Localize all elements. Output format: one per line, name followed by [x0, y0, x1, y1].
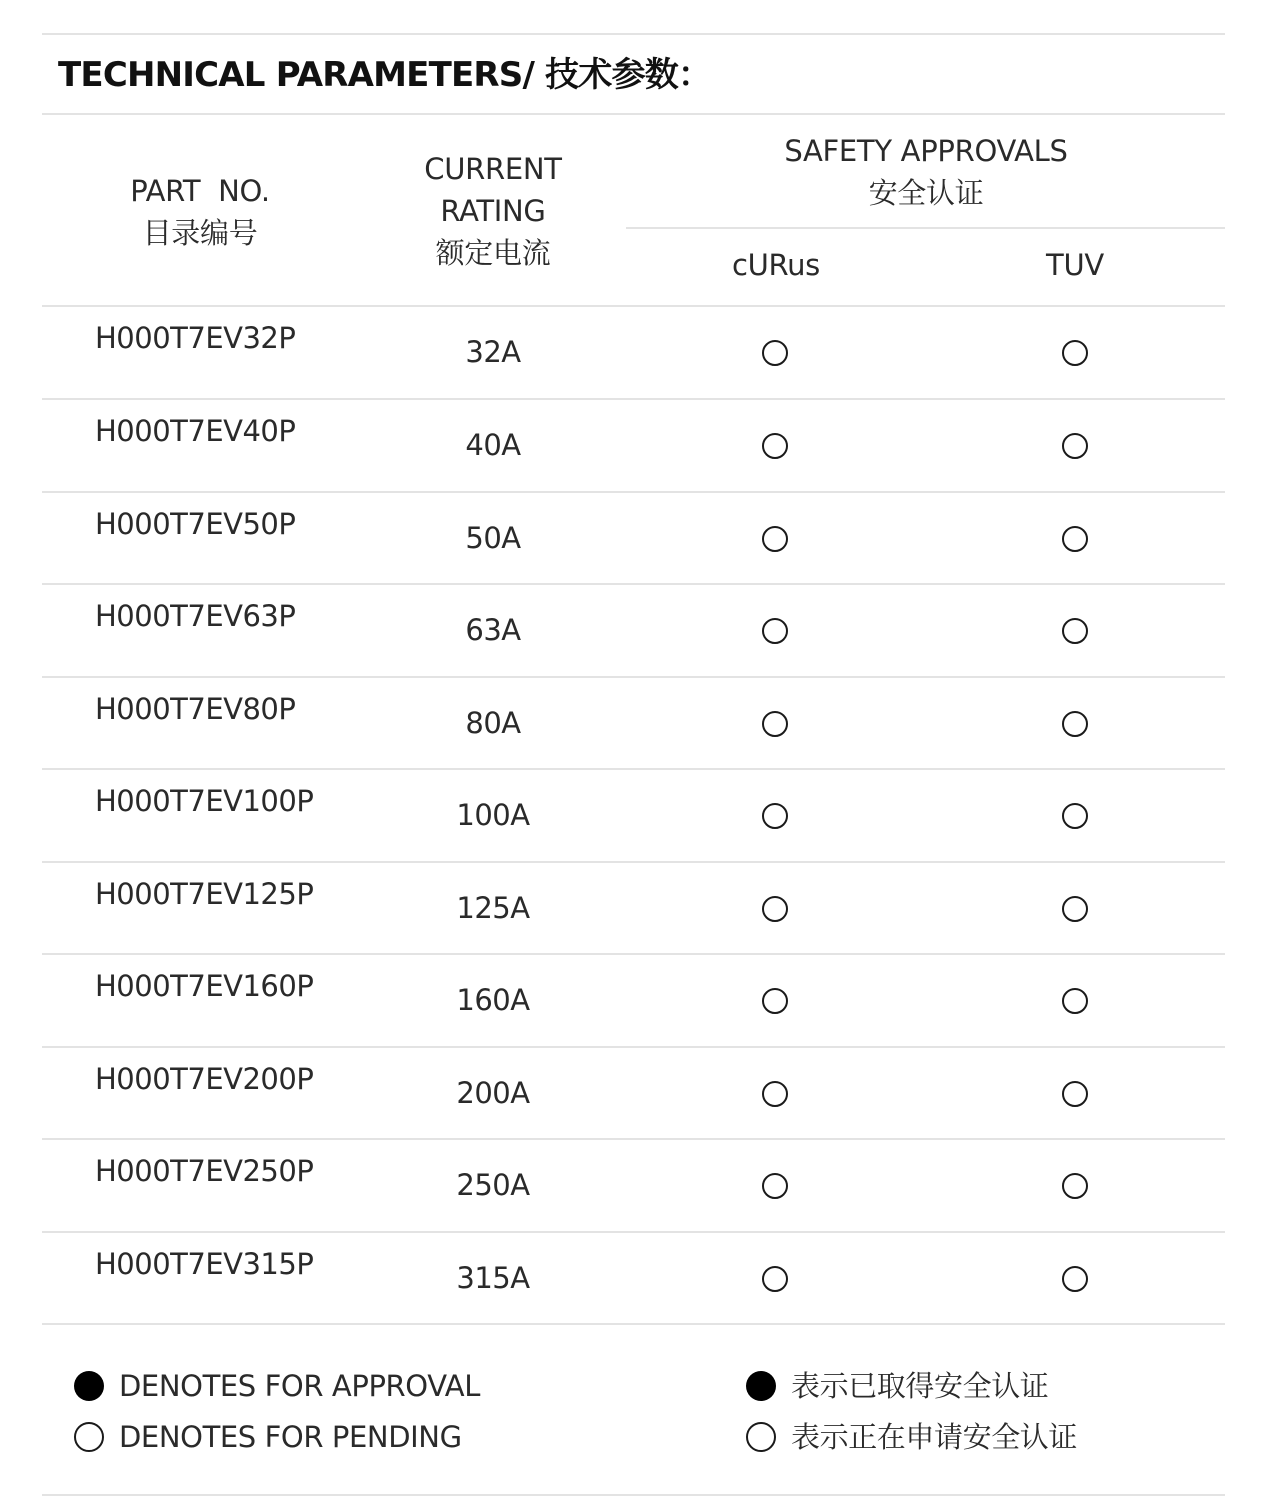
part-number: H000T7EV125P	[95, 877, 314, 911]
curus-pending-icon	[762, 1266, 788, 1292]
header-tuv: TUV	[1046, 248, 1104, 282]
current-rating: 125A	[456, 891, 530, 925]
part-number: H000T7EV63P	[95, 599, 296, 633]
part-number: H000T7EV40P	[95, 414, 296, 448]
curus-pending-icon	[762, 711, 788, 737]
tuv-pending-icon	[1062, 896, 1088, 922]
curus-pending-icon	[762, 340, 788, 366]
part-number: H000T7EV250P	[95, 1154, 314, 1188]
tuv-pending-icon	[1062, 618, 1088, 644]
part-number: H000T7EV160P	[95, 969, 314, 1003]
curus-pending-icon	[762, 1081, 788, 1107]
bottom-divider	[42, 1494, 1225, 1496]
table-row	[42, 678, 1225, 771]
current-rating: 250A	[456, 1168, 530, 1202]
filled-circle-icon	[746, 1371, 776, 1401]
header-current-line1: CURRENT	[424, 152, 562, 186]
top-divider	[42, 33, 1225, 35]
part-number: H000T7EV32P	[95, 321, 296, 355]
part-number: H000T7EV50P	[95, 507, 296, 541]
header-current-rating	[393, 148, 593, 274]
empty-circle-icon	[74, 1422, 104, 1452]
header-safety-approvals	[726, 130, 1126, 214]
table-row	[42, 585, 1225, 678]
legend-approval-cn: 表示已取得安全认证	[791, 1369, 1049, 1403]
filled-circle-icon	[74, 1371, 104, 1401]
curus-pending-icon	[762, 896, 788, 922]
table-row	[42, 1233, 1225, 1326]
table-row	[42, 770, 1225, 863]
part-number: H000T7EV80P	[95, 692, 296, 726]
tuv-pending-icon	[1062, 526, 1088, 552]
curus-pending-icon	[762, 526, 788, 552]
current-rating: 200A	[456, 1076, 530, 1110]
current-rating: 40A	[465, 428, 521, 462]
table-row	[42, 307, 1225, 400]
legend-pending-en: DENOTES FOR PENDING	[119, 1420, 462, 1454]
current-rating: 63A	[465, 613, 521, 647]
table-row	[42, 1048, 1225, 1141]
current-rating: 32A	[465, 335, 521, 369]
table-row	[42, 863, 1225, 956]
curus-pending-icon	[762, 988, 788, 1014]
tuv-pending-icon	[1062, 1081, 1088, 1107]
table-row	[42, 493, 1225, 586]
current-rating: 80A	[465, 706, 521, 740]
curus-pending-icon	[762, 1173, 788, 1199]
tuv-pending-icon	[1062, 711, 1088, 737]
safety-subdivider	[626, 227, 1225, 229]
header-part-no-cn: 目录编号	[142, 216, 258, 250]
empty-circle-icon	[746, 1422, 776, 1452]
table-row	[42, 400, 1225, 493]
part-number: H000T7EV100P	[95, 784, 314, 818]
legend-approval-en: DENOTES FOR APPROVAL	[119, 1369, 480, 1403]
current-rating: 315A	[456, 1261, 530, 1295]
tuv-pending-icon	[1062, 340, 1088, 366]
curus-pending-icon	[762, 803, 788, 829]
curus-pending-icon	[762, 618, 788, 644]
header-part-no	[100, 170, 300, 254]
current-rating: 50A	[465, 521, 521, 555]
tuv-pending-icon	[1062, 433, 1088, 459]
part-number: H000T7EV315P	[95, 1247, 314, 1281]
table-row	[42, 955, 1225, 1048]
header-current-line2: RATING	[440, 194, 546, 228]
tuv-pending-icon	[1062, 1173, 1088, 1199]
title-divider	[42, 113, 1225, 115]
header-current-cn: 额定电流	[435, 236, 551, 270]
part-number: H000T7EV200P	[95, 1062, 314, 1096]
current-rating: 160A	[456, 983, 530, 1017]
table-row	[42, 1140, 1225, 1233]
header-curus: cURus	[731, 248, 820, 282]
curus-pending-icon	[762, 433, 788, 459]
tuv-pending-icon	[1062, 988, 1088, 1014]
tuv-pending-icon	[1062, 1266, 1088, 1292]
page-title: TECHNICAL PARAMETERS/ 技术参数：	[58, 55, 712, 95]
header-safety-en: SAFETY APPROVALS	[784, 134, 1068, 168]
header-safety-cn: 安全认证	[868, 176, 984, 210]
table-bottom-divider	[42, 1323, 1225, 1325]
current-rating: 100A	[456, 798, 530, 832]
legend-pending-cn: 表示正在申请安全认证	[791, 1420, 1078, 1454]
tuv-pending-icon	[1062, 803, 1088, 829]
header-part-no-en: PART NO.	[130, 174, 270, 208]
